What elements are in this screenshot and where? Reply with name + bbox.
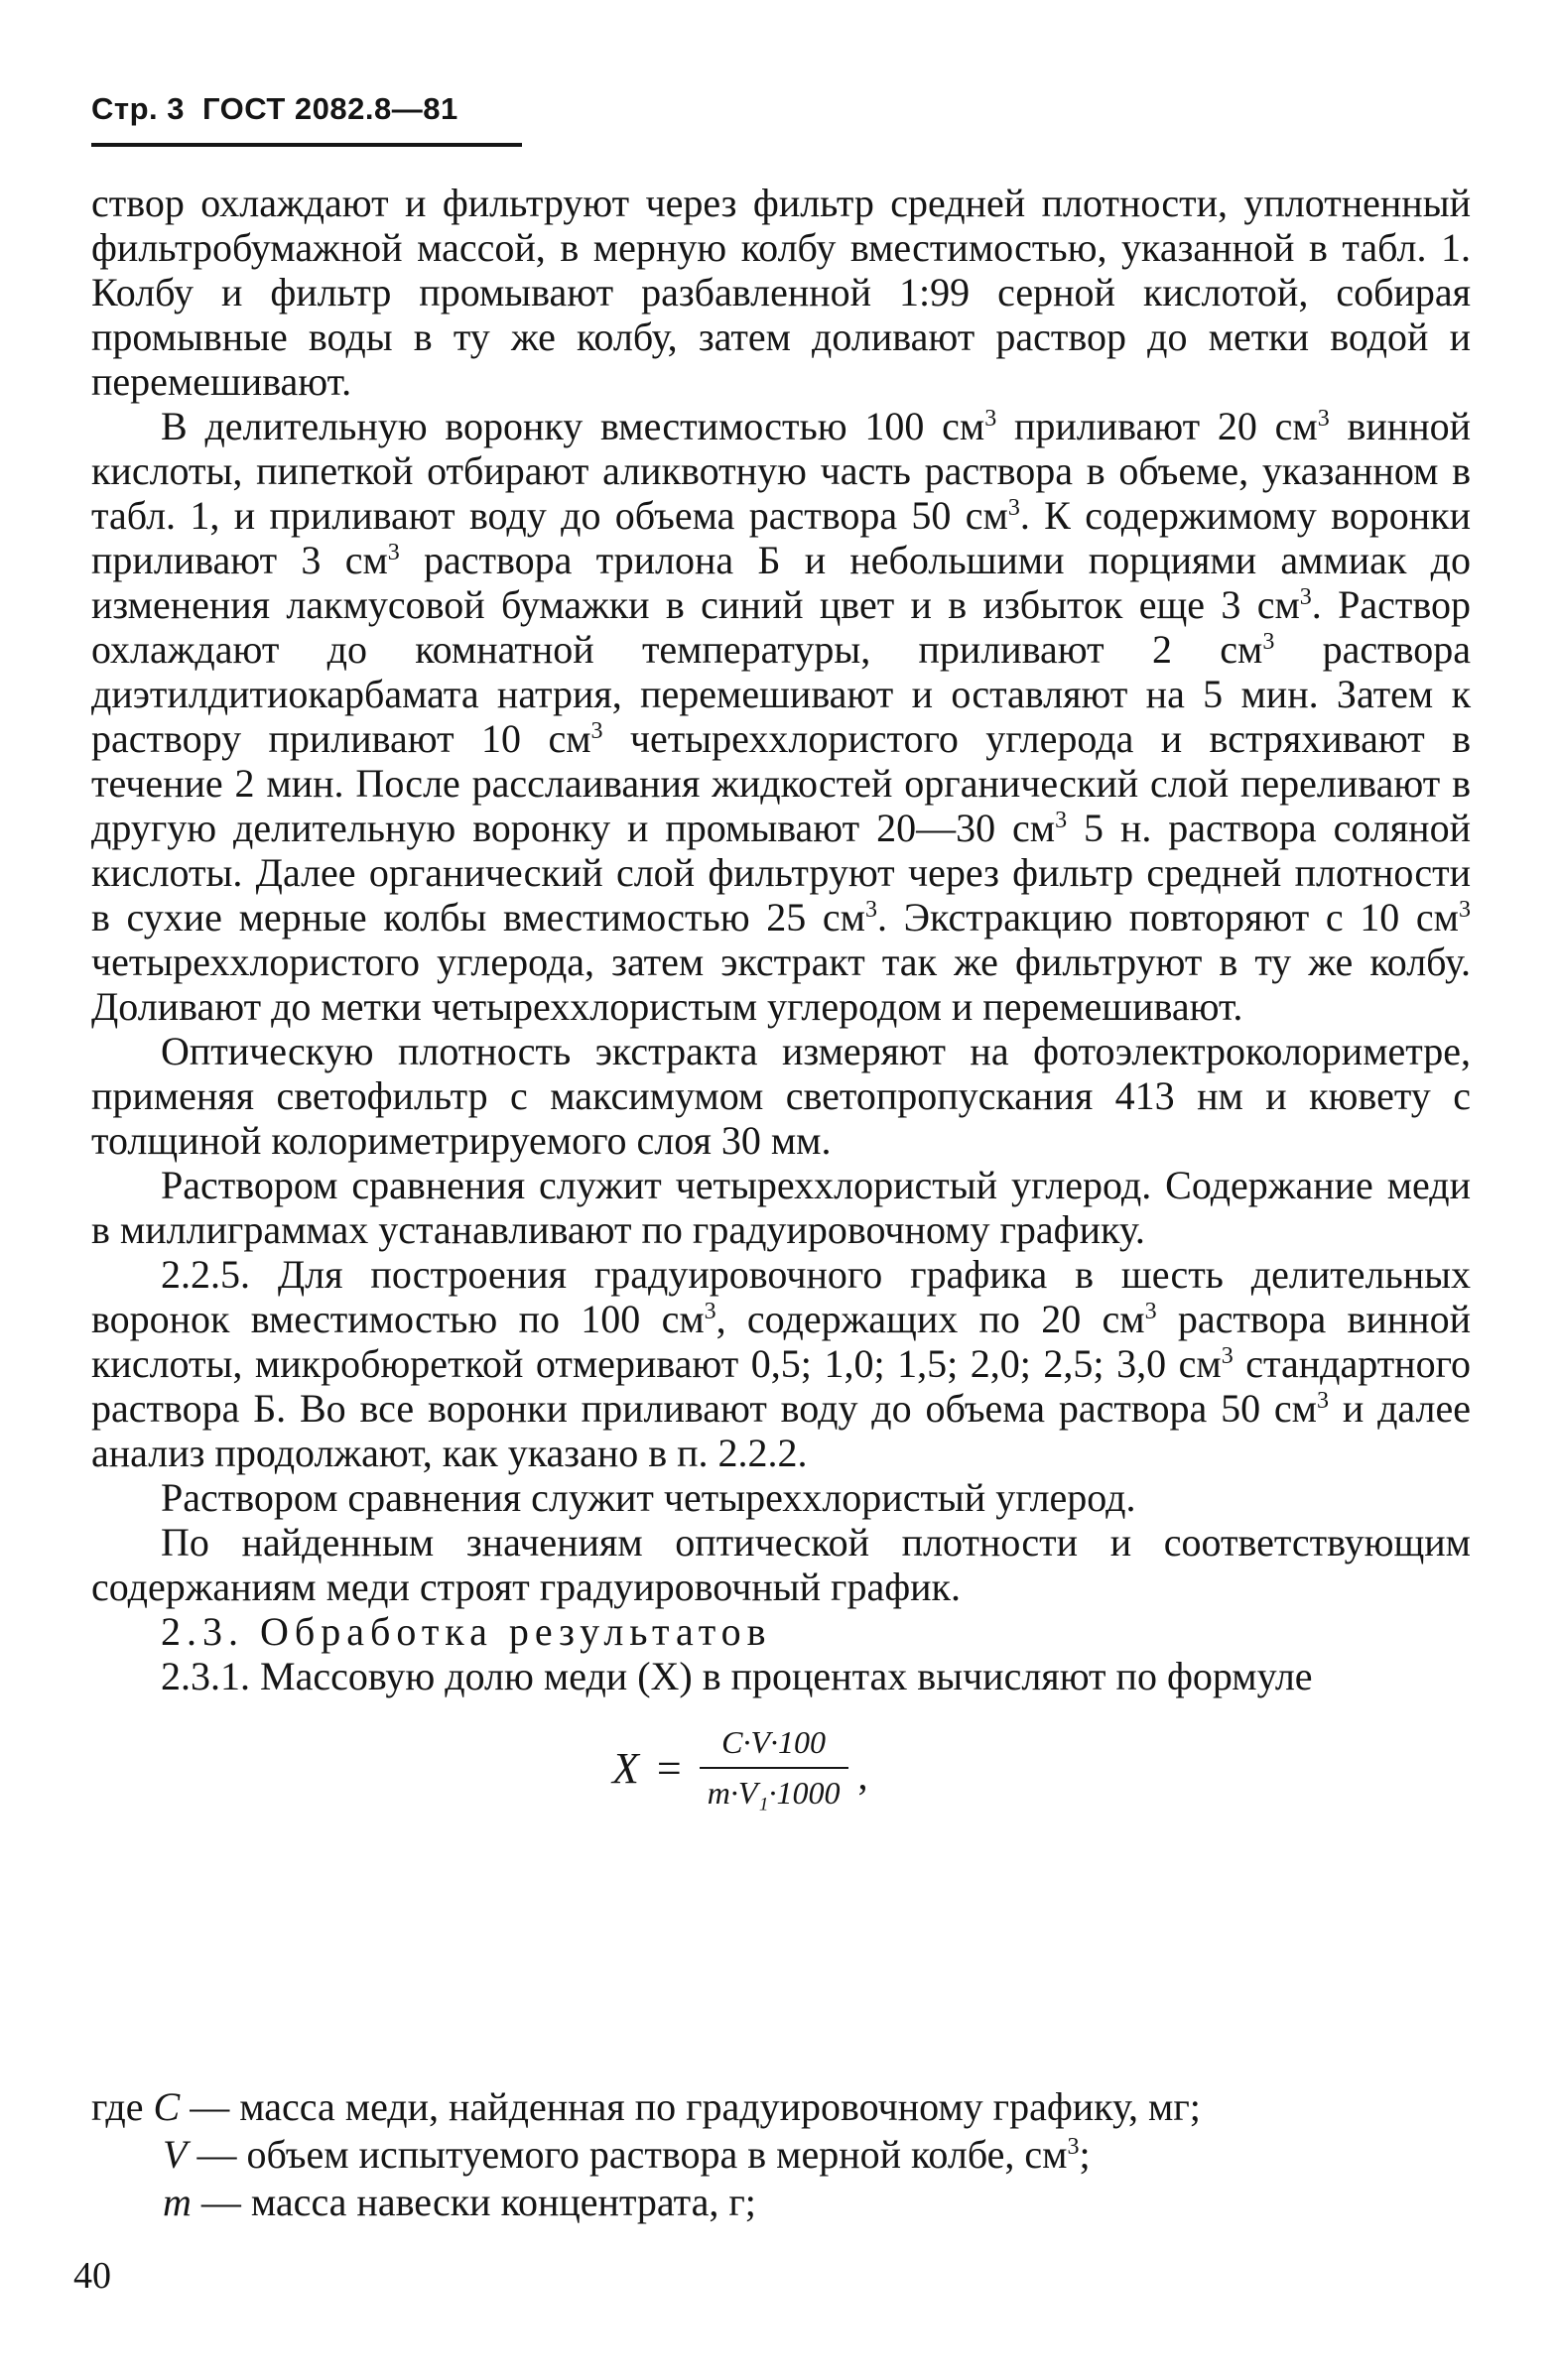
definition-text: — объем испытуемого раствора в мерной колбе, $см^3$; <box>187 2132 1091 2177</box>
paragraph: 2.3.1. Массовую долю меди (X) в процентах вычисляют по формуле <box>161 1654 1313 1698</box>
paragraph: Раствором сравнения служит четыреххлористый углерод. Содержание меди в миллиграммах устанавливают по градуировочному графику. <box>91 1163 1471 1252</box>
standard-number: ГОСТ 2082.8—81 <box>201 91 458 126</box>
formula-equals: = <box>656 1743 682 1793</box>
paragraph: В делительную воронку вместимостью 100 $см^3$ приливают 20 $см^3$ винной кислоты, пипеткой отбирают аликвотную часть раствора в объеме, указанном в табл. 1, и приливают воду до объема раствора 50 $см^3$. К содержимому воронки приливают 3 $см^3$ раствора трилона Б и небольшими порциями аммиак до изменения лакмусовой бумажки в синий цвет и в избыток еще 3 $см^3$. Раствор охлаждают до комнатной температуры, приливают 2 $см^3$ раствора диэтилдитиокарбамата натрия, перемешивают и оставляют на 5 мин. Затем к раствору приливают 10 $см^3$ четыреххлористого углерода и встряхивают в течение 2 мин. После расслаивания жидкостей органический слой переливают в другую делительную воронку и промывают 20—30 $см^3$ 5 н. раствора соляной кислоты. Далее органический слой фильтруют через фильтр средней плотности в сухие мерные колбы вместимостью 25 $см^3$. Экстракцию повторяют с 10 $см^3$ четыреххлористого углерода, затем экстракт так же фильтруют в ту же колбу. Доливают до метки четыреххлористым углеродом и перемешивают. <box>91 404 1472 1029</box>
paragraph: Оптическую плотность экстракта измеряют на фотоэлектроколориметре, применяя светофильтр с максимумом светопропускания 413 нм и кювету с толщиной колориметрируемого слоя 30 мм. <box>91 1029 1471 1163</box>
formula <box>612 1720 868 1816</box>
formula-lhs: X <box>612 1743 639 1793</box>
formula-block <box>91 1698 1471 1857</box>
definition-row <box>91 2083 1471 2131</box>
definition-text: — масса навески концентрата, г; <box>191 2180 756 2224</box>
definition-lead: где <box>91 2084 144 2129</box>
page-label: Стр. 3 <box>91 91 185 126</box>
paragraph: створ охлаждают и фильтруют через фильтр средней плотности, уплотненный фильтробумажной массой, в мерную колбу вместимостью, указанной в табл. 1. Колбу и фильтр промывают разбавленной 1:99 серной кислотой, собирая промывные воды в ту же колбу, затем доливают раствор до метки водой и перемешивают. <box>91 181 1471 404</box>
formula-denominator: m·V₁·1000 <box>700 1767 848 1816</box>
page-header <box>91 91 458 127</box>
definition-symbol: C <box>153 2084 181 2129</box>
definition-text: — масса меди, найденная по градуировочному графику, мг; <box>180 2084 1201 2129</box>
formula-comma: , <box>857 1752 868 1798</box>
definition-symbol: m <box>163 2180 192 2224</box>
paragraph: 2.2.5. Для построения градуировочного графика в шесть делительных воронок вместимостью по 100 $см^3$, содержащих по 20 $см^3$ раствора винной кислоты, микробюреткой отмеривают 0,5; 1,0; 1,5; 2,0; 2,5; 3,0 $см^3$ стандартного раствора Б. Во все воронки приливают воду до объема раствора 50 $см^3$ и далее анализ продолжают, как указано в п. 2.2.2. <box>91 1252 1472 1475</box>
page-number: 40 <box>73 2255 111 2297</box>
definition-row <box>91 2131 1471 2179</box>
body-text <box>91 181 1471 1857</box>
formula-fraction <box>700 1720 848 1816</box>
definitions-list <box>91 2083 1471 2226</box>
paragraph: Раствором сравнения служит четыреххлористый углерод. <box>161 1475 1136 1520</box>
formula-numerator: C·V·100 <box>721 1724 827 1760</box>
definition-row <box>91 2179 1471 2226</box>
definition-symbol: V <box>163 2132 188 2177</box>
section-heading: 2.3. Обработка результатов <box>161 1609 772 1654</box>
paragraph: По найденным значениям оптической плотности и соответствующим содержаниям меди строят градуировочный график. <box>91 1520 1471 1609</box>
header-rule <box>91 143 522 147</box>
